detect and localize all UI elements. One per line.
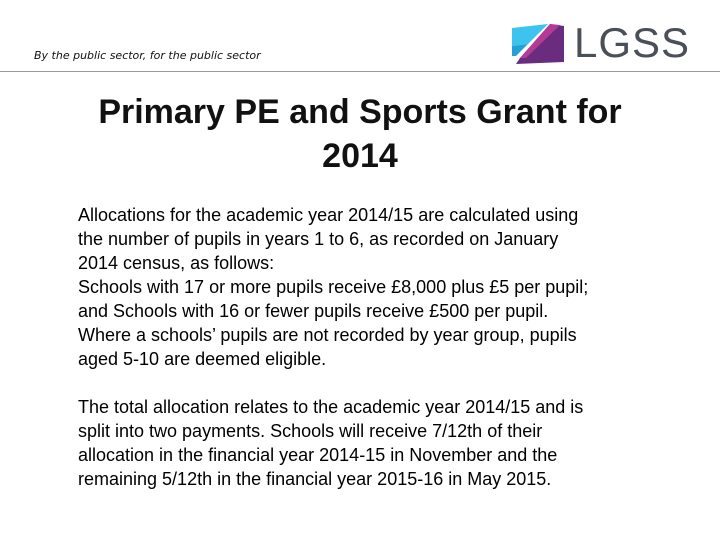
text-line: The total allocation relates to the academic year 2014/15 and is (78, 397, 584, 417)
lgss-logo-mark-icon (510, 22, 566, 66)
text-line: allocation in the financial year 2014-15 in November and the (78, 445, 558, 465)
text-line: Where a schools’ pupils are not recorded by year group, pupils (78, 325, 577, 345)
paragraph-payments (78, 395, 678, 491)
text-line: the number of pupils in years 1 to 6, as recorded on January (78, 229, 559, 249)
text-line: 2014 census, as follows: (78, 253, 275, 273)
text-line: split into two payments. Schools will receive 7/12th of their (78, 421, 543, 441)
text-line: aged 5-10 are deemed eligible. (78, 349, 327, 369)
page-title (40, 90, 680, 178)
title-line: 2014 (322, 137, 398, 175)
lgss-logo (510, 19, 691, 66)
body-text (78, 203, 678, 491)
paragraph-allocations (78, 203, 678, 371)
text-line: Allocations for the academic year 2014/15 are calculated using (78, 205, 579, 225)
slide-header (0, 0, 720, 72)
logo-text: LGSS (574, 19, 691, 66)
text-line: remaining 5/12th in the financial year 2015-16 in May 2015. (78, 469, 552, 489)
text-line: and Schools with 16 or fewer pupils receive £500 per pupil. (78, 301, 549, 321)
title-line: Primary PE and Sports Grant for (98, 93, 622, 131)
text-line: Schools with 17 or more pupils receive £8,000 plus £5 per pupil; (78, 277, 589, 297)
header-divider (0, 71, 720, 72)
tagline: By the public sector, for the public sector (34, 49, 261, 62)
